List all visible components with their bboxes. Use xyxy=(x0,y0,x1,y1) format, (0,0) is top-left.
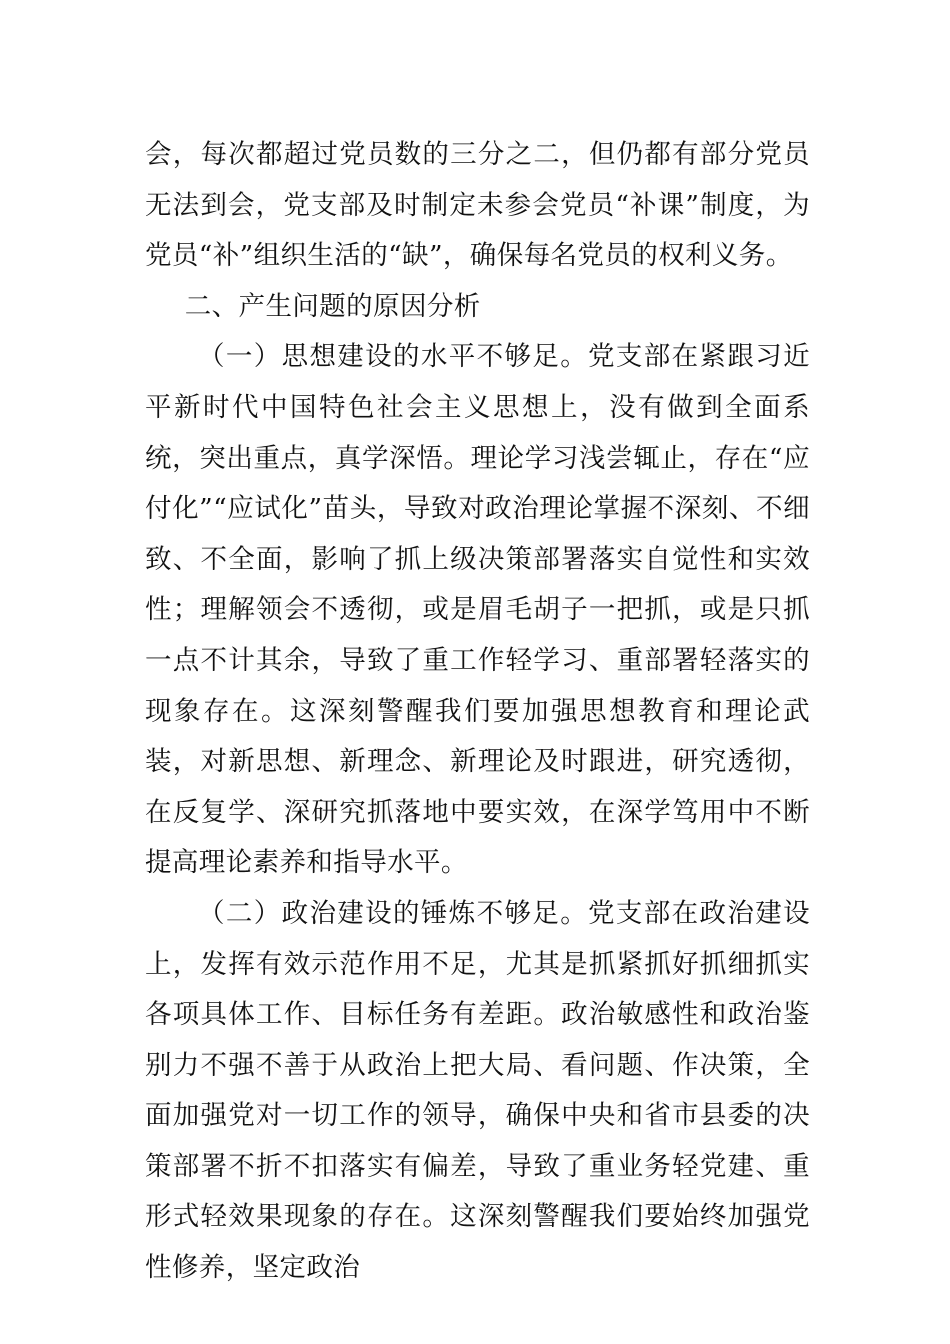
section-heading: 二、产生问题的原因分析 xyxy=(184,290,481,322)
paragraph-ideological-building: （一）思想建设的水平不够足。党支部在紧跟习近平新时代中国特色社会主义思想上，没有做到全面系统，突出重点，真学深悟。理论学习浅尝辄止，存在“应付化”“应试化”苗头，导致对政治理论掌握不深刻、不细致、不全面，影响了抓上级决策部署落实自觉性和实效性；理解领会不透彻，或是眉毛胡子一把抓，或是只抓一点不计其余，导致了重工作轻学习、重部署轻落实的现象存在。这深刻警醒我们要加强思想教育和理论武装，对新思想、新理念、新理论及时跟进，研究透彻，在反复学、深研究抓落地中要实效，在深学笃用中不断提高理论素养和指导水平。 xyxy=(145,341,810,879)
paragraph-political-building: （二）政治建设的锤炼不够足。党支部在政治建设上，发挥有效示范作用不足，尤其是抓紧抓好抓细抓实各项具体工作、目标任务有差距。政治敏感性和政治鉴别力不强不善于从政治上把大局、看问题、作决策，全面加强党对一切工作的领导，确保中央和省市县委的决策部署不折不扣落实有偏差，导致了重业务轻党建、重形式轻效果现象的存在。这深刻警醒我们要始终加强党性修养，坚定政治 xyxy=(145,897,810,1284)
continuation-paragraph: 会，每次都超过党员数的三分之二，但仍都有部分党员无法到会，党支部及时制定未参会党员“补课”制度，为党员“补”组织生活的“缺”，确保每名党员的权利义务。 xyxy=(145,139,810,272)
document-body xyxy=(145,130,810,1294)
